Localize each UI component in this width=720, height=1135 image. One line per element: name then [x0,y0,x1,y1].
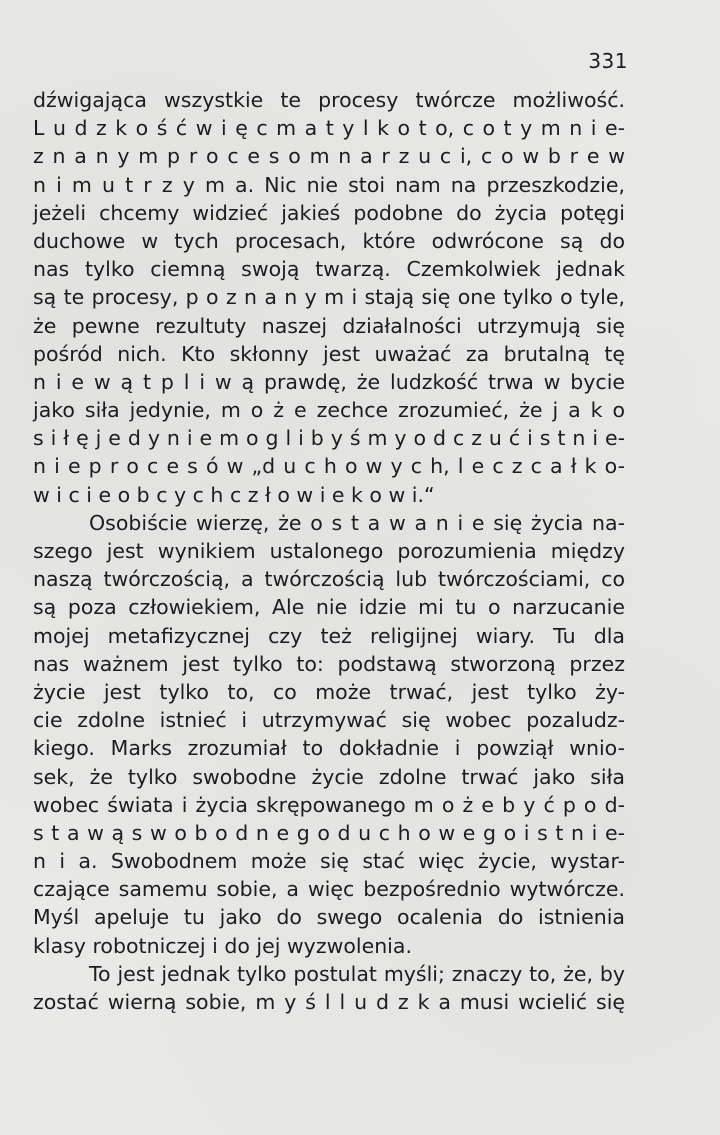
text-line: Osobiście wierzę, że o s t a w a n i e się życia na- [89,510,625,535]
page-number: 331 [588,49,628,73]
text-line: n i e w ą t p l i w ą prawdę, że ludzkość trwa w bycie [33,369,625,394]
text-line: zostać wierną sobie, m y ś l l u d z k a musi wcielić się [33,990,625,1014]
text-line: cie zdolne istnieć i utrzymywać się wobec pozaludz- [33,708,625,733]
text-line: naszą twórczością, a twórczością lub twórczościami, co [33,567,625,592]
text-line: duchowe w tych procesach, które odwrócone są do [33,228,625,253]
body-text [33,86,625,1016]
text-line: pośród nich. Kto skłonny jest uważać za brutalną tę [33,341,625,366]
text-line: jako siła jedynie, m o ż e zechce zrozumieć, że j a k o [33,398,625,423]
text-line: życie jest tylko to, co może trwać, jest tylko ży- [33,679,625,704]
text-line: n i e p r o c e s ó w „d u c h o w y c h, l e c z c a ł k o- [33,454,625,479]
text-line: n i m u t r z y m a. Nic nie stoi nam na przeszkodzie, [33,172,625,197]
text-line: że pewne rezultuty naszej działalności utrzymują się [33,313,625,338]
text-line: są te procesy, p o z n a n y m i stają się one tylko o tyle, [33,285,625,310]
text-line: w i c i e o b c y c h c z ł o w i e k o w i.“ [33,482,435,507]
text-line: z n a n y m p r o c e s o m n a r z u c i, c o w b r e w [33,144,625,169]
text-line: s t a w ą s w o b o d n e g o d u c h o w e g o i s t n i e- [33,820,625,845]
text-line: szego jest wynikiem ustalonego porozumienia między [33,539,625,563]
text-line: wobec świata i życia skrępowanego m o ż e b y ć p o d- [33,792,625,817]
text-line: nas tylko ciemną swoją twarzą. Czemkolwiek jednak [33,257,625,282]
text-line: L u d z k o ś ć w i ę c m a t y l k o t o, c o t y m n i e- [33,116,625,141]
text-line: jeżeli chcemy widzieć jakieś podobne do życia potęgi [33,200,625,225]
text-line: dźwigająca wszystkie te procesy twórcze możliwość. [33,88,625,112]
text-line: mojej metafizycznej czy też religijnej wiary. Tu dla [33,623,625,648]
text-line: To jest jednak tylko postulat myśli; znaczy to, że, by [89,961,625,986]
text-line: Myśl apeluje tu jako do swego ocalenia do istnienia [33,905,625,930]
text-line: kiego. Marks zrozumiał to dokładnie i powziął wnio- [33,736,625,761]
text-line: klasy robotniczej i do jej wyzwolenia. [33,933,412,958]
text-line: sek, że tylko swobodne życie zdolne trwać jako siła [33,764,625,789]
text-line: są poza człowiekiem, Ale nie idzie mi tu o narzucanie [33,595,625,620]
text-line: nas ważnem jest tylko to: podstawą stworzoną przez [33,651,625,676]
text-line: n i a. Swobodnem może się stać więc życie, wystar- [33,849,625,874]
text-line: czające samemu sobie, a więc bezpośrednio wytwórcze. [33,877,625,902]
text-line: s i ł ę j e d y n i e m o g l i b y ś m y o d c z u ć i s t n i e- [33,426,625,451]
